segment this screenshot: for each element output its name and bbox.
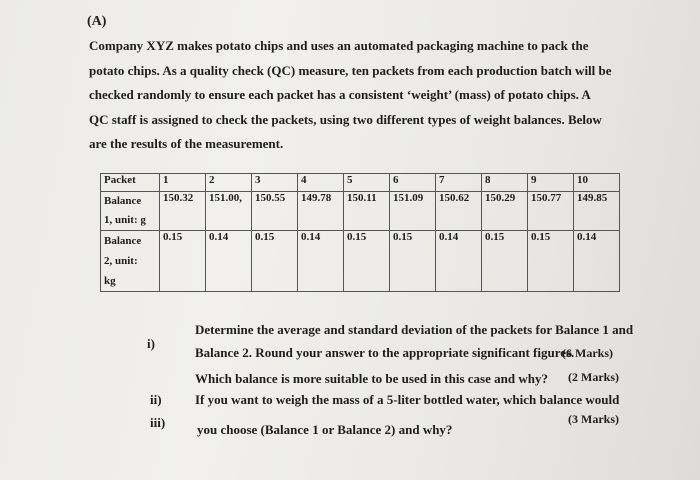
intro-line: checked randomly to ensure each packet has a consistent ‘weight’ (mass) of potato chips. A: [89, 87, 591, 102]
question-line: Determine the average and standard deviation of the packets for Balance 1 and: [195, 322, 634, 337]
packet-header-label: Packet: [101, 174, 160, 192]
balance1-value: 150.29: [482, 192, 528, 231]
balance1-value: 150.77: [528, 192, 574, 231]
intro-line: potato chips. As a quality check (QC) measure, ten packets from each production batch will be: [89, 62, 612, 78]
balance1-value: 150.62: [436, 192, 482, 231]
balance2-value: 0.14: [206, 231, 252, 292]
question-number: iii): [150, 415, 166, 430]
balance1-value: 149.85: [574, 192, 620, 231]
balance1-label-line: 1, unit: g: [104, 214, 146, 226]
balance1-value: 151.00,: [206, 192, 252, 231]
balance2-row: [101, 231, 620, 292]
balance2-label-line: Balance: [104, 235, 142, 247]
question-number: i): [147, 336, 155, 351]
packet-number: 10: [574, 174, 620, 192]
intro-line: QC staff is assigned to check the packets, using two different types of weight balances. Below: [89, 111, 602, 127]
question-line: Which balance is more suitable to be used in this case and why?: [195, 371, 548, 386]
balance1-value: 150.11: [344, 192, 390, 231]
balance1-value: 151.09: [390, 192, 436, 231]
balance2-value: 0.14: [574, 231, 620, 292]
intro-paragraph: [89, 34, 629, 157]
intro-line: Company XYZ makes potato chips and uses an automated packaging machine to pack the: [89, 38, 589, 53]
packet-number: 6: [390, 174, 436, 192]
packet-number: 3: [252, 174, 298, 192]
packet-number: 7: [436, 174, 482, 192]
packet-header-row: [101, 174, 620, 192]
balance2-value: 0.15: [160, 231, 206, 292]
question-line: If you want to weigh the mass of a 5-liter bottled water, which balance would: [195, 392, 620, 407]
balance1-value: 150.32: [160, 192, 206, 231]
question-number: ii): [150, 392, 162, 407]
marks-label: (3 Marks): [568, 412, 619, 426]
balance2-value: 0.15: [344, 231, 390, 292]
question-line: Balance 2. Round your answer to the appropriate significant figures.: [195, 345, 575, 360]
balance1-label-line: Balance: [104, 195, 142, 207]
balance2-value: 0.15: [390, 231, 436, 292]
section-label: (A): [87, 14, 107, 29]
measurement-table: [100, 173, 620, 292]
balance2-value: 0.15: [528, 231, 574, 292]
balance2-value: 0.14: [436, 231, 482, 292]
balance1-label: [101, 192, 160, 231]
intro-line: are the results of the measurement.: [89, 136, 284, 151]
packet-number: 4: [298, 174, 344, 192]
balance1-row: [101, 192, 620, 231]
packet-number: 8: [482, 174, 528, 192]
balance2-value: 0.15: [482, 231, 528, 292]
marks-label: (2 Marks): [568, 370, 619, 384]
balance2-value: 0.15: [252, 231, 298, 292]
balance2-value: 0.14: [298, 231, 344, 292]
marks-label: (6 Marks): [562, 346, 613, 360]
packet-number: 5: [344, 174, 390, 192]
balance1-value: 150.55: [252, 192, 298, 231]
balance2-label: [101, 231, 160, 292]
balance2-label-line: kg: [104, 275, 116, 287]
balance1-value: 149.78: [298, 192, 344, 231]
packet-number: 2: [206, 174, 252, 192]
packet-number: 1: [160, 174, 206, 192]
question-line: you choose (Balance 1 or Balance 2) and why?: [197, 422, 453, 437]
packet-number: 9: [528, 174, 574, 192]
balance2-label-line: 2, unit:: [104, 255, 138, 267]
